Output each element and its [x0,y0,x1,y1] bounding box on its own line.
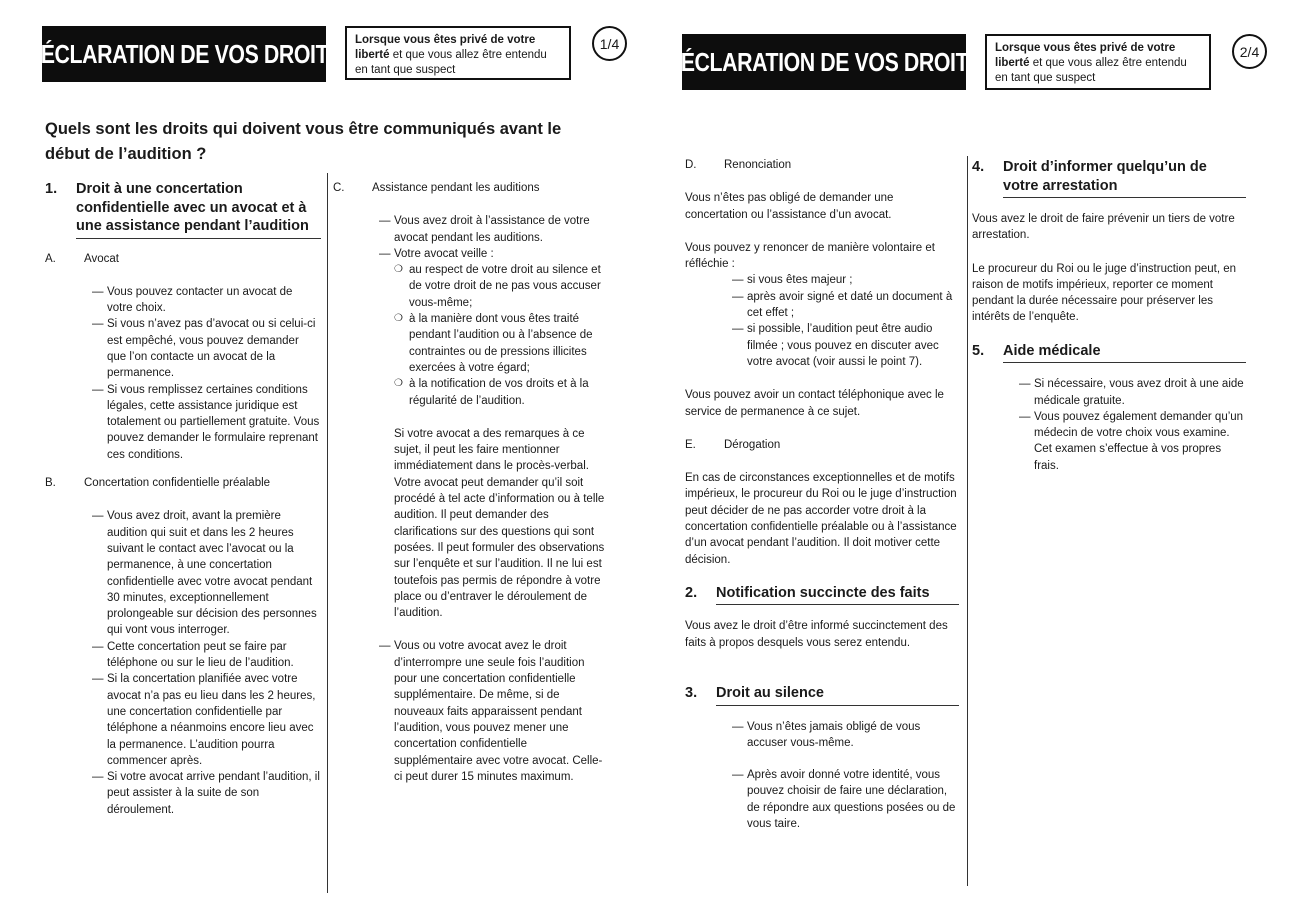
renonciation-p1: Vous n’êtes pas obligé de demander une concertation ou l’assistance d’un avocat. [685,192,894,221]
list-item: — Si vous n’avez pas d’avocat ou si celui-ci est empêché, vous pouvez demander que l’on contacte un avocat de la permanence. [92,318,316,380]
list-item: ❍ à la manière dont vous êtes traité pendant l’audition ou à l’absence de contraintes ou de pressions illicites exercées à votre égard; [394,313,593,374]
section1-heading [45,180,321,239]
list-item: — après avoir signé et daté un document à cet effet ; [732,290,953,320]
section5-heading [972,342,1246,364]
section5-title: Aide médicale [1003,342,1246,364]
page1-intro-rest: et que vous allez être entendu en tant que suspect [355,49,547,76]
list-item: — Vous pouvez également demander qu’un médecin de votre choix vous examine. Cet examen s’effectue à vos propres frais. [1019,410,1244,472]
page1-intro-bold: Lorsque vous êtes privé de votre liberté [355,34,536,61]
page1-intro-box [345,26,571,80]
list-item: — Vous ou votre avocat avez le droit d’interrompre une seule fois l’audition pour une concertation confidentielle supplémentaire. De même, si de nouveaux faits apparaissent pendant l’audition, vous pouvez mener une concertation confidentielle supplémentaire avec votre avocat. Celle-ci peut durer 15 minutes maximum. [379,640,603,783]
list-item: — Si vous remplissez certaines conditions légales, cette assistance juridique est totalement ou partiellement gratuite. Vous pouvez demander le formulaire reprenant ces conditions. [92,383,320,461]
section5-list [972,376,1246,474]
column-divider-2 [967,156,968,886]
section4-p2: Le procureur du Roi ou le juge d’instruction peut, en raison de motifs impérieux, reporter ce moment pendant la durée nécessaire pour préserver les intérêts de l’enquête. [972,262,1237,324]
list-item: — si vous êtes majeur ; [732,274,853,287]
list-item: — Après avoir donné votre identité, vous pouvez choisir de faire une déclaration, de répondre aux questions posées ou de vous taire. [732,769,956,831]
column-4 [972,158,1246,474]
list-item: — Votre avocat veille : [379,247,494,260]
subsection-d-letter: D. [685,159,697,171]
renonciation-p2: Vous pouvez y renoncer de manière volontaire et réfléchie : [685,241,935,271]
column-3 [685,157,959,832]
list-item: — Vous pouvez contacter un avocat de votre choix. [92,285,293,315]
section2-number: 2. [685,584,698,601]
section2-title: Notification succincte des faits [716,584,959,606]
section4-p1: Vous avez le droit de faire prévenir un tiers de votre arrestation. [972,213,1235,242]
section3-heading [685,684,959,706]
page1-banner [25,26,343,82]
subsection-e-heading [685,437,959,453]
page1-banner-title: DÉCLARATION DE VOS DROITS [25,38,343,69]
list-item: — Cette concertation peut se faire par téléphone ou sur le lieu de l’audition. [92,640,294,670]
subsection-c-title: Assistance pendant les auditions [372,182,540,194]
section3-list [685,719,959,833]
list-item: — Si la concertation planifiée avec votre avocat n’a pas eu lieu dans les 2 heures, une concertation confidentielle par téléphone a néanmoins encore lieu avec la permanence. L’audition pourra commencer après. [92,673,316,767]
subsection-c-heading [333,180,605,196]
subsection-d-title: Renonciation [724,159,792,171]
subsection-d-heading [685,157,959,173]
subsection-a-list [45,284,321,463]
column-2 [333,180,605,785]
section4-title: Droit d’informer quelqu’un de votre arrestation [1003,158,1246,198]
list-item: — si possible, l’audition peut être audio filmée ; vous pouvez en discuter avec votre avocat (voir aussi le point 7). [732,323,939,368]
section2-p1: Vous avez le droit d’être informé succinctement des faits à propos desquels vous serez entendu. [685,620,948,649]
main-title: Quels sont les droits qui doivent vous être communiqués avant le début de l’audition ? [45,120,562,163]
subsection-b-letter: B. [45,477,56,490]
list-item: — Vous n’êtes jamais obligé de vous accuser vous-même. [732,720,921,749]
column-1 [45,180,321,818]
subsection-b-list [45,508,321,818]
page2-banner [665,34,983,90]
subsection-c-letter: C. [333,182,345,194]
list-item: ❍ au respect de votre droit au silence et de votre droit de ne pas vous accuser vous-même; [394,264,601,309]
section1-title: Droit à une concertation confidentielle avec un avocat et à une assistance pendant l’audition [76,180,321,239]
watch-list [379,262,605,409]
page1-number: 1/4 [592,26,627,61]
list-item: ❍ à la notification de vos droits et à la régularité de l’audition. [394,378,589,407]
derogation-p1: En cas de circonstances exceptionnelles et de motifs impérieux, le procureur du Roi ou le juge d’instruction peut décider de ne pas accorder votre droit à la concertation confidentielle préalable ou à l’assistance d’un avocat pendant l’audition. Il doit motiver cette décision. [685,472,957,566]
page2-intro-rest: et que vous allez être entendu en tant que suspect [995,57,1187,84]
subsection-a-title: Avocat [84,252,119,265]
section3-title: Droit au silence [716,684,959,706]
subsection-a-heading [45,251,321,267]
section5-number: 5. [972,342,985,359]
section4-heading [972,158,1246,198]
section3-number: 3. [685,685,698,702]
list-item: — Vous avez droit à l’assistance de votre avocat pendant les auditions. [379,215,590,244]
list-item: — Si votre avocat arrive pendant l’audition, il peut assister à la suite de son déroulement. [92,771,320,816]
page2-banner-title: DÉCLARATION DE VOS DROITS [665,46,983,77]
page2-intro-box [985,34,1211,90]
section2-heading [685,584,959,606]
subsection-e-letter: E. [685,438,696,451]
renonciation-list [685,272,959,370]
subsection-b-heading [45,475,321,491]
page2-intro-bold: Lorsque vous êtes privé de votre liberté [995,42,1176,69]
page2-number: 2/4 [1232,34,1267,69]
list-item: — Si nécessaire, vous avez droit à une aide médicale gratuite. [1019,378,1244,407]
subsection-a-letter: A. [45,252,56,265]
remarks-paragraph: Si votre avocat a des remarques à ce sujet, il peut les faire mentionner immédiatement dans le procès-verbal. Votre avocat peut demander qu’il soit procédé à tel acte d’information ou à telle audition. Il peut demander des clarifications sur des questions qui sont posées. Il peut formuler des observations sur l’enquête et sur l’audition. Il ne lui est toutefois pas permis de répondre à votre place ou d’entraver le déroulement de l’audition. [394,427,605,620]
subsection-c-body [333,213,605,785]
column-divider-1 [327,173,328,893]
subsection-b-title: Concertation confidentielle préalable [84,477,271,490]
renonciation-p3: Vous pouvez avoir un contact téléphonique avec le service de permanence à ce sujet. [685,389,944,418]
section4-number: 4. [972,159,985,175]
section1-number: 1. [45,181,58,197]
list-item: — Vous avez droit, avant la première audition qui suit et dans les 2 heures suivant le contact avec l’avocat ou la permanence, à une concertation confidentielle avec votre avocat pendant 30 minutes, exceptionnellement prolongeable sur décision des personnes qui vont vous interroger. [92,510,317,637]
subsection-e-title: Dérogation [724,438,781,451]
